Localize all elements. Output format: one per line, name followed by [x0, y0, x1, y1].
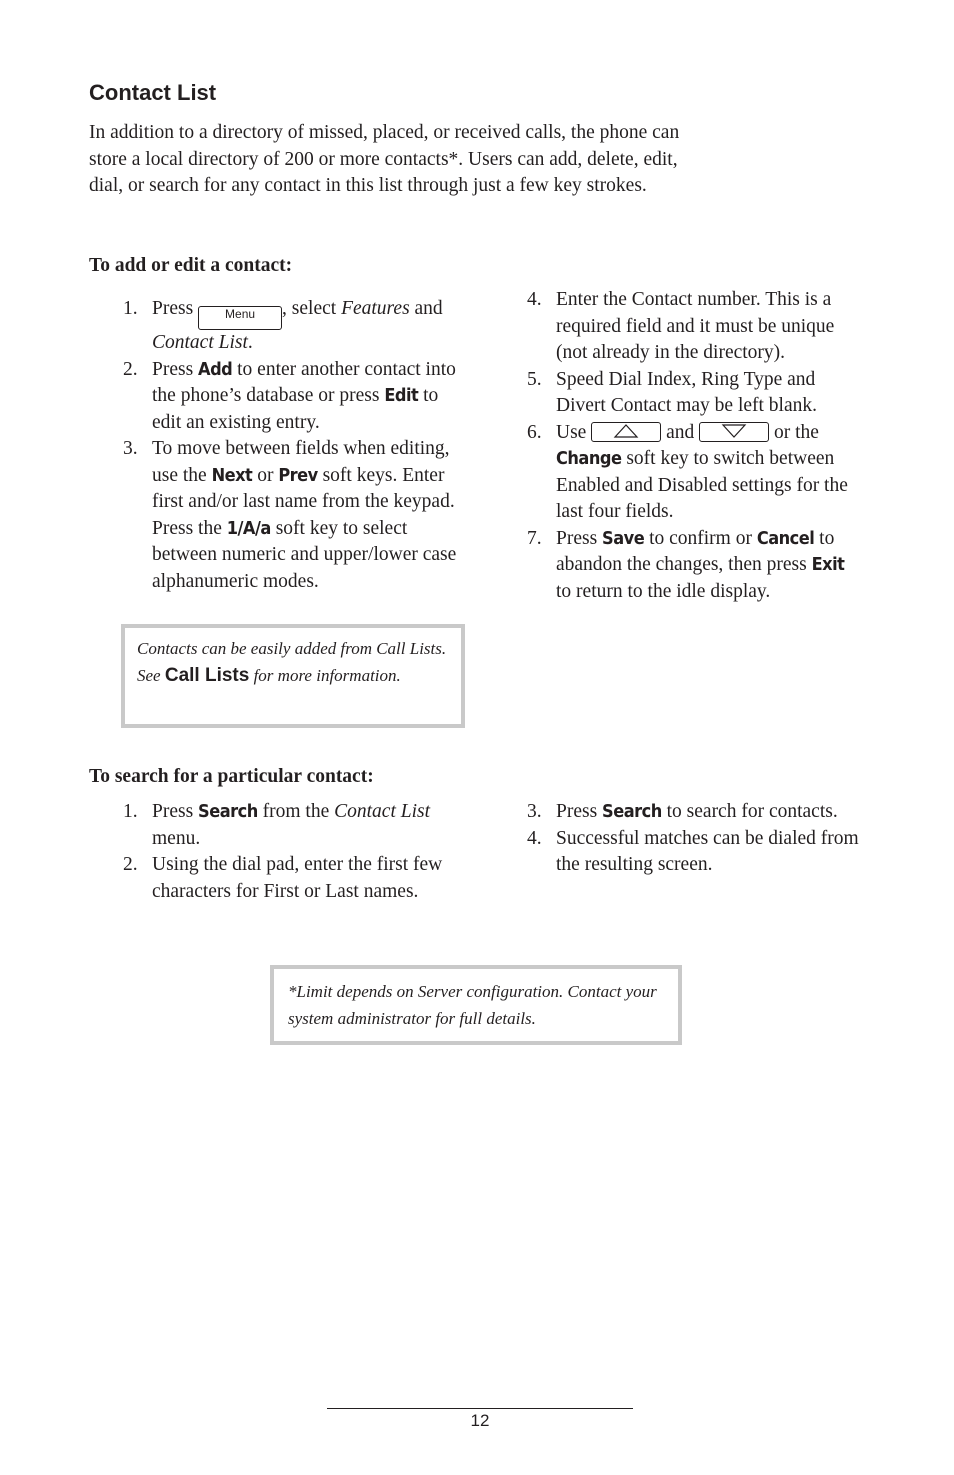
- step-text: soft keys. Enter first and/or last name from the keypad. Press the: [152, 464, 455, 539]
- call-lists-reference: Call Lists: [164, 664, 250, 686]
- footer-rule: [327, 1408, 633, 1409]
- step-number: 2.: [123, 854, 138, 875]
- step-text: , select: [282, 298, 337, 319]
- search-heading: To search for a particular contact:: [89, 766, 374, 787]
- footnote-box: *Limit depends on Server configuration. Contact your system administrator for full details.: [270, 965, 682, 1045]
- add-step-6: [527, 420, 857, 526]
- cancel-softkey: Cancel: [756, 527, 815, 549]
- prev-softkey: Prev: [278, 464, 318, 486]
- step-text: or the: [773, 421, 819, 443]
- add-step-5: [527, 367, 857, 420]
- search-steps-left: [123, 799, 468, 905]
- step-text: To move between fields when editing, use the: [152, 438, 450, 486]
- step-text: to return to the idle display.: [556, 580, 771, 602]
- step-text: Press: [152, 801, 194, 822]
- exit-softkey: Exit: [811, 554, 845, 575]
- step-number: 1.: [123, 298, 138, 319]
- step-text: or: [257, 464, 274, 486]
- save-softkey: Save: [602, 527, 645, 549]
- page-title: Contact List: [89, 80, 217, 105]
- search-step-1: [123, 799, 468, 852]
- step-text: from the: [262, 801, 330, 822]
- search-steps-right: [527, 799, 872, 879]
- step-text: soft key to switch between Enabled and Disabled settings for the last four fields.: [556, 448, 848, 522]
- step-number: 7.: [527, 527, 542, 549]
- step-text: Enter the Contact number. This is a required field and it must be unique (not already in the directory).: [556, 289, 835, 363]
- step-text: Press: [152, 298, 194, 319]
- step-text: Using the dial pad, enter the first few characters for First or Last names.: [152, 854, 443, 902]
- add-step-7: [527, 526, 857, 606]
- search-step-2: [123, 852, 468, 905]
- add-softkey: Add: [198, 358, 233, 380]
- menu-key-icon: Menu: [198, 306, 282, 330]
- up-arrow-key-icon: [591, 422, 661, 442]
- step-text: to abandon the changes, then press: [556, 527, 835, 575]
- step-number: 1.: [123, 801, 138, 822]
- step-text: Successful matches can be dialed from the resulting screen.: [556, 827, 859, 875]
- step-text: and: [414, 298, 443, 319]
- step-text: to enter another contact into the phone’s database or press: [152, 358, 456, 406]
- search-softkey: Search: [602, 801, 662, 822]
- step-text: menu.: [152, 827, 201, 849]
- step-text: .: [247, 332, 253, 353]
- step-text: Press: [556, 801, 598, 822]
- step-number: 5.: [527, 368, 542, 390]
- call-lists-note: [121, 624, 465, 728]
- search-softkey: Search: [198, 801, 258, 822]
- contact-list-menu-item: Contact List: [334, 801, 431, 822]
- step-number: 4.: [527, 289, 542, 310]
- add-steps-right: [527, 287, 857, 605]
- search-step-3: [527, 799, 872, 826]
- step-text: Press: [152, 358, 194, 380]
- step-number: 3.: [527, 801, 542, 822]
- add-step-4: [527, 287, 857, 367]
- intro-paragraph: In addition to a directory of missed, placed, or received calls, the phone can store a local directory of 200 or more contacts*. Users can add, delete, edit, dial, or search for any contact in this list through just a few key strokes.: [89, 122, 680, 196]
- step-text: soft key to select between numeric and upper/lower case alphanumeric modes.: [152, 517, 457, 592]
- step-text: Use: [556, 421, 587, 443]
- next-softkey: Next: [211, 464, 253, 486]
- down-arrow-key-icon: [699, 422, 769, 442]
- step-number: 6.: [527, 421, 542, 443]
- step-text: to search for contacts.: [666, 801, 838, 822]
- step-number: 3.: [123, 438, 138, 459]
- mode-softkey: 1/A/a: [226, 517, 271, 539]
- step-number: 2.: [123, 358, 138, 380]
- change-softkey: Change: [556, 448, 622, 469]
- step-text: Speed Dial Index, Ring Type and Divert Contact may be left blank.: [556, 368, 818, 416]
- add-step-2: [123, 357, 468, 437]
- page-number: 12: [470, 1411, 490, 1430]
- step-text: to edit an existing entry.: [152, 385, 439, 433]
- add-step-1: [123, 296, 468, 357]
- step-text: to confirm or: [649, 527, 752, 549]
- contact-list-menu-item: Contact List: [152, 332, 248, 353]
- edit-softkey: Edit: [384, 385, 419, 406]
- step-text: and: [666, 421, 695, 443]
- add-steps-left: [123, 296, 468, 595]
- note-text: Contacts can be easily added from Call Lists. See: [137, 639, 447, 685]
- add-edit-heading: To add or edit a contact:: [89, 255, 293, 276]
- step-number: 4.: [527, 827, 542, 849]
- add-step-3: [123, 436, 468, 595]
- features-menu-item: Features: [341, 298, 410, 319]
- note-text: for more information.: [253, 665, 401, 685]
- step-text: Press: [556, 527, 598, 549]
- search-step-4: [527, 826, 872, 879]
